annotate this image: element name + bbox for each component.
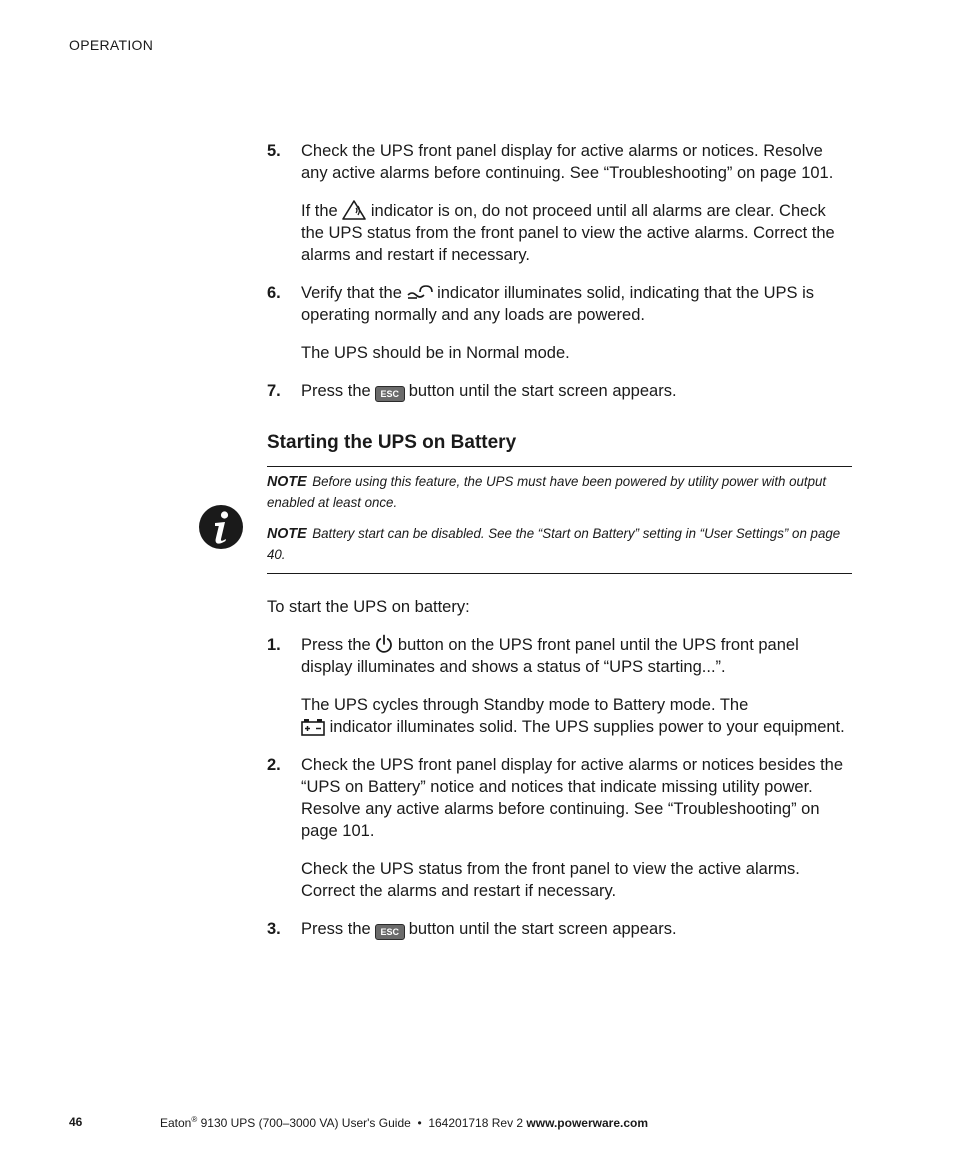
- step-text: [301, 380, 852, 402]
- registered-mark: ®: [191, 1115, 198, 1124]
- step-1: [267, 634, 852, 738]
- footer-brand: Eaton: [160, 1116, 192, 1130]
- text-fragment: Verify that the: [301, 284, 402, 302]
- battery-indicator-icon: [301, 718, 325, 736]
- note-label: NOTE: [267, 525, 307, 542]
- note-label: NOTE: [267, 473, 307, 490]
- page-number: 46: [69, 1115, 83, 1129]
- note-text: Before using this feature, the UPS must have been powered by utility power with output enabled at least once.: [267, 473, 827, 510]
- esc-button-icon: ESC: [375, 386, 405, 402]
- note-box: [267, 466, 852, 574]
- text-fragment: button on the UPS front panel until the UPS front panel display illuminates and shows a status of “UPS starting...”.: [301, 636, 799, 676]
- step-text: Check the UPS front panel display for active alarms or notices besides the “UPS on Battery” notice and notices that indicate missing utility power. Resolve any active alarms before continuing. See “Troubleshooting” on page 101.: [301, 756, 844, 840]
- esc-button-icon: ESC: [375, 924, 405, 940]
- text-fragment: indicator illuminates solid, indicating that the UPS is operating normally and any loads are powered.: [301, 284, 815, 324]
- step-number: 7.: [267, 382, 281, 400]
- section-title: Starting the UPS on Battery: [267, 432, 517, 453]
- step-5: [267, 140, 852, 266]
- power-button-icon: [375, 634, 393, 654]
- step-text: [301, 282, 852, 326]
- text-fragment: Press the: [301, 382, 371, 400]
- step-extra: [301, 200, 852, 266]
- step-number: 3.: [267, 920, 281, 938]
- step-number: 1.: [267, 636, 281, 654]
- step-2: [267, 754, 852, 902]
- text-fragment: button until the start screen appears.: [408, 382, 677, 400]
- text-fragment: Press the: [301, 920, 371, 938]
- step-number: 2.: [267, 756, 281, 774]
- step-text: Check the UPS front panel display for active alarms or notices. Resolve any active alarms before continuing. See “Troubleshooting” on page 101.: [301, 142, 834, 182]
- footer-text: [160, 1115, 648, 1130]
- text-fragment: If the: [301, 202, 338, 220]
- step-3: [267, 918, 852, 940]
- step-extra: The UPS should be in Normal mode.: [301, 344, 570, 362]
- footer-url: www.powerware.com: [526, 1116, 648, 1130]
- step-6: [267, 282, 852, 364]
- note-2: [267, 523, 848, 565]
- note-1: [267, 471, 848, 513]
- step-7: [267, 380, 852, 402]
- text-fragment: indicator illuminates solid. The UPS supplies power to your equipment.: [329, 718, 845, 736]
- text-fragment: Press the: [301, 636, 371, 654]
- text-fragment: indicator is on, do not proceed until all alarms are clear. Check the UPS status from the front panel to view the active alarms. Correct the alarms and restart if necessary.: [301, 202, 835, 264]
- text-fragment: The UPS cycles through Standby mode to Battery mode. The: [301, 696, 749, 714]
- footer-title: 9130 UPS (700–3000 VA) User's Guide • 164201718 Rev 2: [197, 1116, 527, 1130]
- info-icon: [198, 504, 244, 550]
- text-fragment: button until the start screen appears.: [408, 920, 677, 938]
- alarm-indicator-icon: [342, 200, 366, 220]
- step-text: [301, 918, 852, 940]
- page-content: [267, 140, 852, 956]
- step-text: [301, 634, 852, 678]
- step-number: 6.: [267, 284, 281, 302]
- step-extra: [301, 694, 852, 738]
- normal-mode-indicator-icon: [407, 284, 433, 302]
- note-text: Battery start can be disabled. See the “Start on Battery” setting in “User Settings” on page 40.: [267, 525, 841, 562]
- step-extra: Check the UPS status from the front panel to view the active alarms. Correct the alarms and restart if necessary.: [301, 860, 800, 900]
- step-number: 5.: [267, 142, 281, 160]
- running-header: OPERATION: [69, 37, 154, 53]
- intro-text: To start the UPS on battery:: [267, 598, 470, 616]
